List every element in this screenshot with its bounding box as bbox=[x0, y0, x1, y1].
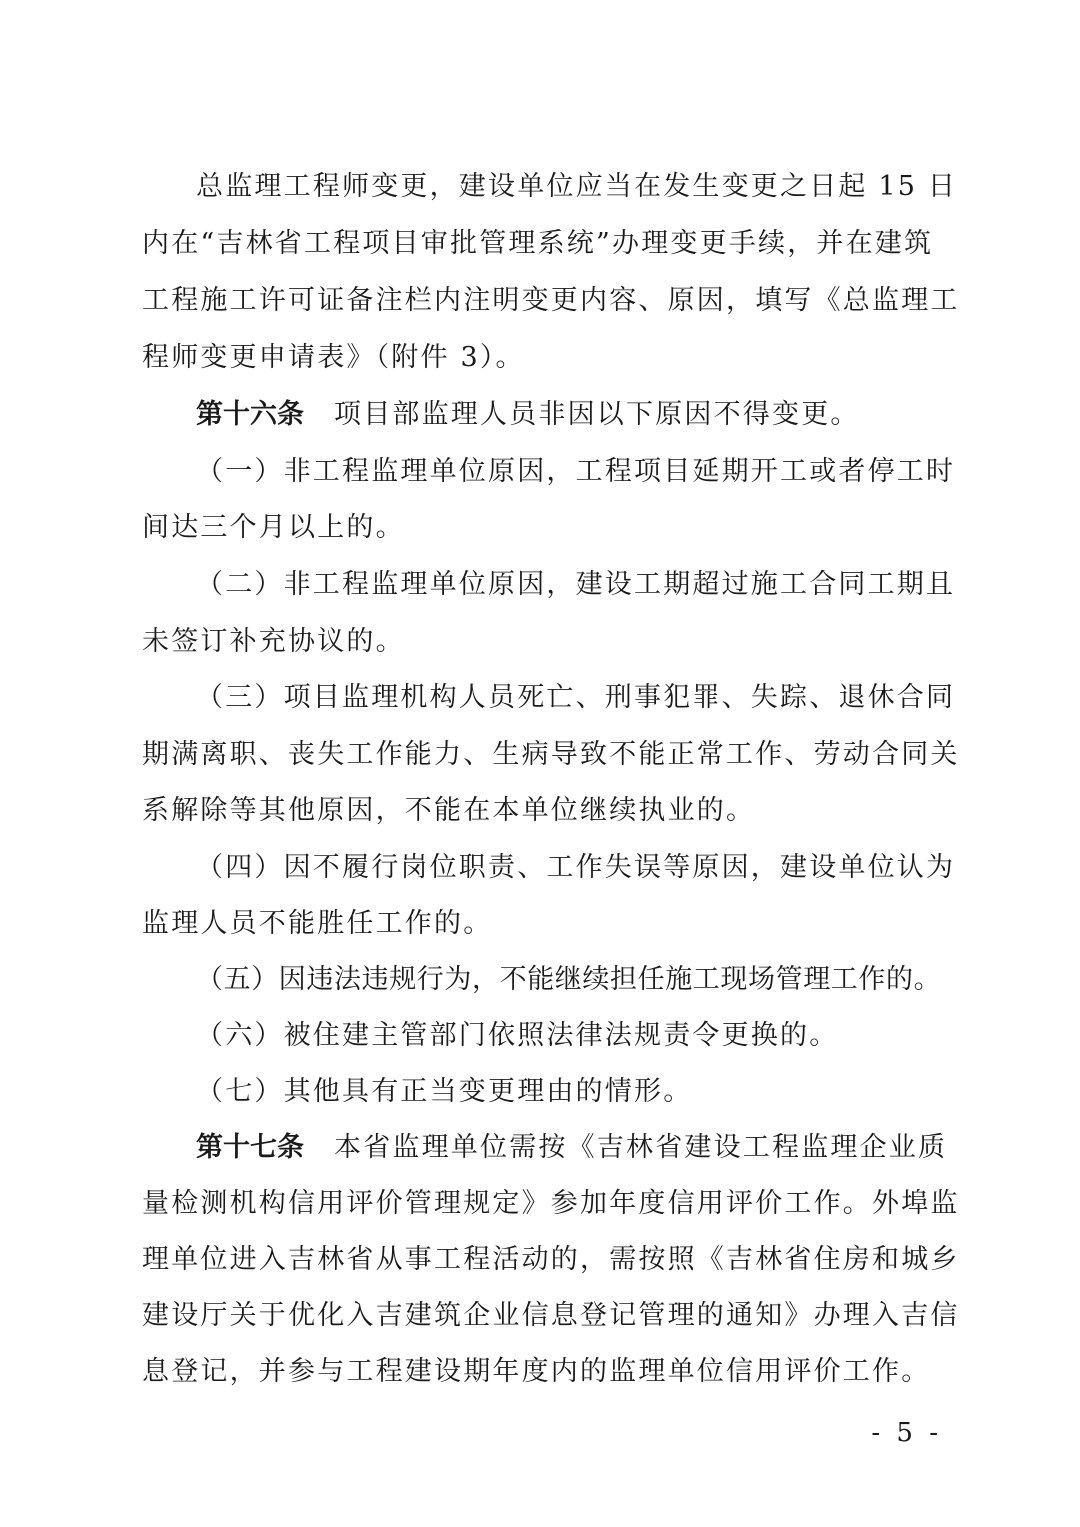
list-item-line: （四）因不履行岗位职责、工作失误等原因，建设单位认为 bbox=[196, 852, 956, 883]
article-17-heading: 第十七条 bbox=[196, 1132, 304, 1163]
paragraph-line: 程师变更申请表》（附件 3）。 bbox=[142, 342, 525, 373]
article-17-first-line bbox=[196, 1128, 948, 1168]
list-item-line: （三）项目监理机构人员死亡、刑事犯罪、失踪、退休合同 bbox=[196, 682, 956, 713]
list-item-line: 未签订补充协议的。 bbox=[142, 626, 405, 657]
paragraph-line: 建设厅关于优化入吉建筑企业信息登记管理的通知》办理入吉信 bbox=[142, 1300, 960, 1331]
list-item-line: （六）被住建主管部门依照法律法规责令更换的。 bbox=[196, 1020, 839, 1051]
page-number: - 5 - bbox=[871, 1418, 942, 1448]
list-item-line: 系解除等其他原因，不能在本单位继续执业的。 bbox=[142, 795, 756, 826]
list-item-line: （二）非工程监理单位原因，建设工期超过施工合同工期且 bbox=[196, 569, 956, 600]
list-item-line: （五）因违法违规行为，不能继续担任施工现场管理工作的。 bbox=[196, 964, 942, 995]
article-16-heading: 第十六条 bbox=[196, 399, 304, 430]
list-item-line: （一）非工程监理单位原因，工程项目延期开工或者停工时 bbox=[196, 456, 956, 487]
paragraph-line: 总监理工程师变更，建设单位应当在发生变更之日起 15 日 bbox=[196, 171, 958, 202]
paragraph-line: 工程施工许可证备注栏内注明变更内容、原因，填写《总监理工 bbox=[142, 285, 960, 316]
paragraph-line: 理单位进入吉林省从事工程活动的，需按照《吉林省住房和城乡 bbox=[142, 1244, 960, 1275]
list-item-line: 监理人员不能胜任工作的。 bbox=[142, 908, 493, 939]
paragraph-line: 内在“吉林省工程项目审批管理系统”办理变更手续，并在建筑 bbox=[142, 228, 934, 259]
list-item-line: 期满离职、丧失工作能力、生病导致不能正常工作、劳动合同关 bbox=[142, 739, 960, 770]
article-17-text: 本省监理单位需按《吉林省建设工程监理企业质 bbox=[334, 1132, 948, 1163]
paragraph-line: 息登记，并参与工程建设期年度内的监理单位信用评价工作。 bbox=[142, 1356, 931, 1387]
article-16-first-line bbox=[196, 395, 942, 435]
article-16-text: 项目部监理人员非因以下原因不得变更。 bbox=[334, 399, 860, 430]
list-item-line: （七）其他具有正当变更理由的情形。 bbox=[196, 1076, 693, 1107]
list-item-line: 间达三个月以上的。 bbox=[142, 512, 405, 543]
paragraph-line: 量检测机构信用评价管理规定》参加年度信用评价工作。外埠监 bbox=[142, 1188, 960, 1219]
